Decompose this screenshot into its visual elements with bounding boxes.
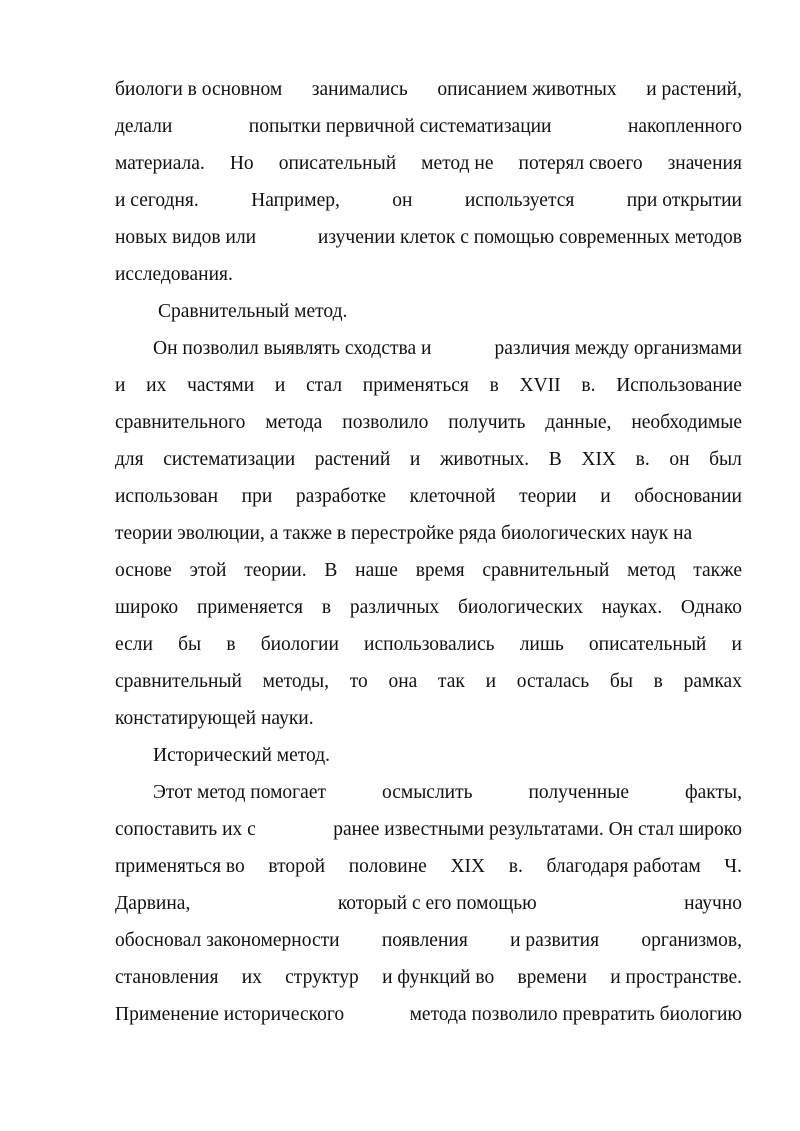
word: осталась [516, 671, 590, 692]
word: метода позволило превратить биологию [409, 1004, 742, 1025]
word: В [548, 449, 562, 470]
word: делали [115, 116, 173, 137]
text-line [115, 667, 742, 697]
text-line [153, 334, 742, 364]
word: биологи в основном [115, 79, 283, 100]
word: Дарвина, [115, 893, 191, 914]
text-line [115, 593, 742, 623]
word: благодаря работам [546, 856, 701, 877]
word: науках. [601, 597, 663, 618]
word: и [274, 375, 286, 396]
word: теории. [244, 560, 307, 581]
word: потерял своего [518, 153, 643, 174]
word: становления [115, 967, 219, 988]
word: значения [667, 153, 742, 174]
word: занимались [311, 79, 408, 100]
word: Он позволил выявлять сходства и [153, 338, 432, 359]
word: наше [355, 560, 398, 581]
word: теории эволюции, а также в перестройке ряда биологических наук на [115, 523, 693, 544]
word: описательный [278, 153, 397, 174]
word: XIX [450, 856, 486, 877]
word: осмыслить [381, 782, 473, 803]
word: и развития [510, 930, 600, 951]
word: их [241, 967, 262, 988]
word: она [388, 671, 418, 692]
word: необходимые [631, 412, 742, 433]
text-line [115, 186, 742, 216]
text-line [115, 75, 742, 105]
word: растений [314, 449, 391, 470]
word: и [409, 449, 421, 470]
word: и пространстве. [610, 967, 742, 988]
text-line [115, 408, 742, 438]
word: основе [115, 560, 172, 581]
word: использовались [364, 634, 495, 655]
word: методы, [262, 671, 329, 692]
word: время [415, 560, 465, 581]
word: научно [684, 893, 742, 914]
word: Однако [680, 597, 742, 618]
word: и [731, 634, 742, 655]
word: факты, [684, 782, 742, 803]
word: при открытии [626, 190, 742, 211]
word: бы [178, 634, 202, 655]
text-line [153, 778, 742, 808]
word: он [392, 190, 413, 211]
word: структур [285, 967, 359, 988]
word: метод [627, 560, 676, 581]
word: XIX [581, 449, 617, 470]
word: появления [381, 930, 468, 951]
word: он [669, 449, 690, 470]
text-line [115, 482, 742, 512]
word: в. [581, 375, 596, 396]
word: сравнительный [482, 560, 610, 581]
heading-text: Сравнительный метод. [158, 301, 348, 322]
word: XVII [519, 375, 561, 396]
text-line [115, 223, 742, 253]
word: для [115, 449, 144, 470]
word: Но [229, 153, 254, 174]
word: их [146, 375, 167, 396]
word: организмов, [641, 930, 742, 951]
word: применяется [196, 597, 304, 618]
word: накопленного [627, 116, 742, 137]
word: в [489, 375, 499, 396]
word: метода [265, 412, 323, 433]
text-line [115, 1000, 742, 1030]
word: и функций во [382, 967, 495, 988]
word: материала. [115, 153, 205, 174]
word: обосновал закономерности [115, 930, 340, 951]
word: получить [448, 412, 526, 433]
word: то [349, 671, 368, 692]
text-line [115, 704, 742, 734]
word: и [115, 375, 126, 396]
word: Ч. [724, 856, 742, 877]
word: в [226, 634, 236, 655]
word: стал [306, 375, 343, 396]
word: времени [517, 967, 587, 988]
word: описательный [588, 634, 707, 655]
word: констатирующей науки. [115, 708, 314, 729]
word: в [653, 671, 663, 692]
word: лишь [519, 634, 564, 655]
word: животных. [439, 449, 530, 470]
word: биологических [457, 597, 583, 618]
section-heading [153, 741, 742, 771]
text-line [115, 556, 742, 586]
word: новых видов или [115, 227, 257, 248]
word: частями [187, 375, 255, 396]
word: биологии [260, 634, 339, 655]
word: В [324, 560, 338, 581]
word: этой [189, 560, 227, 581]
word: используется [464, 190, 575, 211]
word: сопоставить их с [115, 819, 256, 840]
word: ранее известными результатами. Он стал широко [333, 819, 742, 840]
word: сравнительного [115, 412, 246, 433]
text-line [115, 963, 742, 993]
word: рамках [683, 671, 742, 692]
word: описанием животных [437, 79, 617, 100]
word: данные, [545, 412, 612, 433]
word: применяться [362, 375, 469, 396]
word: при [241, 486, 273, 507]
word: половине [348, 856, 427, 877]
word: Использование [616, 375, 742, 396]
word: изучении клеток с помощью современных методов [317, 227, 742, 248]
word: метод не [421, 153, 494, 174]
text-line [115, 926, 742, 956]
word: широко [115, 597, 179, 618]
word: использован [115, 486, 219, 507]
word: также [693, 560, 742, 581]
word: если [115, 634, 153, 655]
text-line [115, 371, 742, 401]
word: разработке [295, 486, 386, 507]
word: и сегодня. [115, 190, 199, 211]
text-line [115, 519, 742, 549]
word: и [485, 671, 497, 692]
word: различия между организмами [494, 338, 742, 359]
word: в. [508, 856, 523, 877]
text-line [115, 260, 742, 290]
word: систематизации [163, 449, 296, 470]
word: в [321, 597, 332, 618]
word: сравнительный [115, 671, 242, 692]
word: полученные [528, 782, 629, 803]
word: клеточной [409, 486, 496, 507]
text-line [115, 112, 742, 142]
text-line [115, 149, 742, 179]
word: попытки первичной систематизации [248, 116, 552, 137]
word: и растений, [646, 79, 742, 100]
section-heading [158, 297, 742, 327]
word: который с его помощью [337, 893, 537, 914]
text-line [115, 630, 742, 660]
word: так [438, 671, 465, 692]
word: различных [349, 597, 440, 618]
text-line [115, 852, 742, 882]
word: был [709, 449, 742, 470]
text-line [115, 815, 742, 845]
word: позволило [342, 412, 429, 433]
text-line [115, 889, 742, 919]
word: Применение исторического [115, 1004, 345, 1025]
word: применяться во [115, 856, 245, 877]
heading-text: Исторический метод. [153, 745, 331, 766]
word: и [600, 486, 611, 507]
word: Этот метод помогает [153, 782, 327, 803]
word: теории [519, 486, 577, 507]
word: Например, [251, 190, 340, 211]
word: в. [635, 449, 650, 470]
word: второй [268, 856, 326, 877]
word: исследования. [115, 264, 233, 285]
word: бы [609, 671, 633, 692]
word: обосновании [634, 486, 742, 507]
text-line [115, 445, 742, 475]
